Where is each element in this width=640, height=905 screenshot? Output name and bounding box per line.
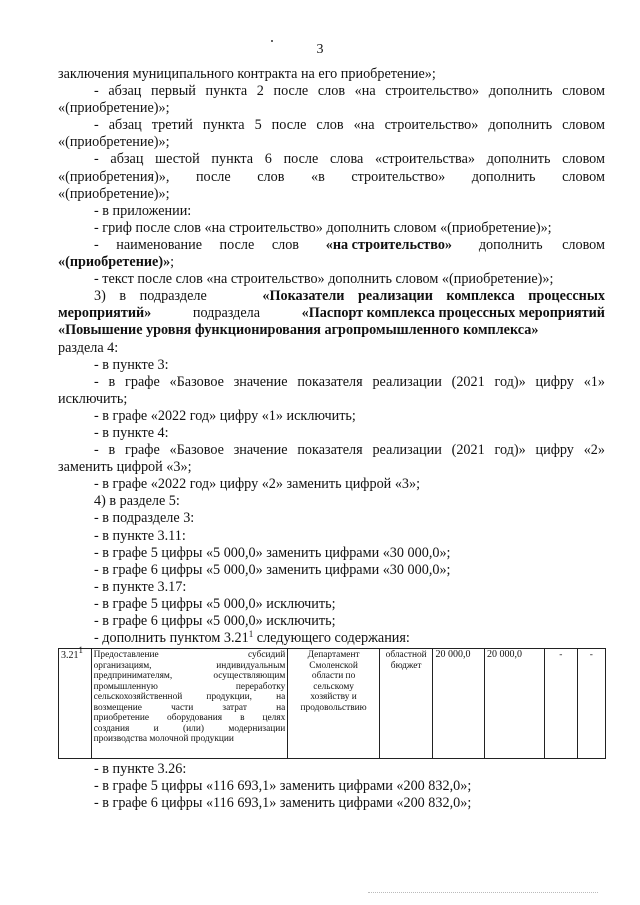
- cell-line: производства молочной продукции: [93, 734, 234, 745]
- cell-funding-source: [379, 649, 433, 759]
- text-line: - в графе «Базовое значение показателя реализации (2021 год)» цифру «2»: [94, 442, 605, 459]
- cell-column-8: -: [577, 649, 605, 759]
- bold-fragment: «на строительство»: [325, 236, 453, 253]
- cell-line: сельскому: [313, 681, 354, 692]
- text-line: - в графе 5 цифры «5 000,0» исключить;: [94, 595, 336, 612]
- cell-line: предпринимателям, осуществляющим: [93, 671, 286, 682]
- cell-line: продовольствию: [300, 702, 367, 713]
- superscript: 1: [248, 629, 254, 640]
- bold-fragment: «Паспорт комплекса процессных мероприятий: [301, 305, 605, 322]
- text-line: - абзац третий пункта 5 после слов «на строительство» дополнить словом: [94, 117, 605, 134]
- word: словом: [562, 168, 605, 185]
- text-line: «(приобретение)»;: [58, 185, 170, 202]
- text-line: - в приложении:: [94, 202, 192, 219]
- text-line: заменить цифрой «3»;: [58, 459, 192, 476]
- cell-line: создания и (или) модернизации: [93, 723, 286, 734]
- text-line: - абзац шестой пункта 6 после слова «строительства» дополнить словом: [94, 151, 605, 168]
- text-line: - в пункте 4:: [94, 424, 169, 441]
- text-line: заключения муниципального контракта на его приобретение»;: [58, 66, 436, 82]
- text-line: [58, 169, 605, 186]
- superscript: 1: [78, 645, 83, 656]
- cell-line: промышленную переработку: [93, 681, 286, 692]
- text-line: [58, 237, 605, 254]
- text-line: «(приобретение)»;: [58, 100, 170, 117]
- scan-artifact: [368, 892, 598, 895]
- text-line: «(приобретение)»;: [58, 134, 170, 151]
- bold-fragment: «(приобретение)»: [58, 254, 171, 271]
- text-line: - в графе 6 цифры «116 693,1» заменить цифрами «200 832,0»;: [94, 795, 472, 812]
- text-line: - в графе «2022 год» цифру «2» заменить цифрой «3»;: [94, 476, 421, 493]
- cell-line: областной: [385, 650, 427, 661]
- text-line: - в пункте 3.17:: [94, 578, 187, 595]
- text-fragment: - дополнить пунктом 3.21: [94, 630, 249, 647]
- text-fragment: подраздела: [192, 305, 261, 322]
- word: дополнить: [471, 168, 536, 185]
- bold-fragment: «Повышение уровня функционирования агропромышленного комплекса»: [58, 322, 539, 339]
- cell-line: сельскохозяйственной продукции, на: [93, 692, 286, 703]
- text-fragment: ;: [170, 254, 175, 271]
- cell-line: Департамент: [307, 650, 360, 661]
- bold-fragment: «Показатели реализации комплекса процессных: [262, 288, 605, 305]
- text-fragment: следующего содержания:: [253, 630, 410, 647]
- row-number: 3.21: [61, 650, 79, 662]
- word: после: [195, 168, 231, 185]
- document-body: [58, 66, 605, 812]
- text-line: - в пункте 3:: [94, 356, 169, 373]
- cell-department: [288, 649, 380, 759]
- cell-column-6: 20 000,0: [485, 649, 545, 759]
- text-fragment: 3) в подразделе: [94, 288, 207, 305]
- text-line: - в пункте 3.26:: [94, 761, 187, 778]
- cell-line: хозяйству и: [310, 692, 357, 703]
- text-line: 4) в разделе 5:: [94, 493, 180, 510]
- text-line: [58, 322, 605, 339]
- word: «(приобретения)»,: [58, 168, 170, 185]
- text-line: - в графе 6 цифры «5 000,0» исключить;: [94, 613, 336, 629]
- cell-line: области по: [311, 671, 356, 682]
- bold-fragment: мероприятий»: [58, 305, 152, 322]
- text-line: - гриф после слов «на строительство» дополнить словом «(приобретение)»;: [94, 219, 552, 236]
- cell-line: возмещение части затрат на: [93, 702, 286, 713]
- cell-line: бюджет: [390, 660, 422, 671]
- text-line: [58, 630, 605, 647]
- cell-number: [59, 645, 92, 759]
- text-fragment: дополнить словом: [478, 236, 605, 253]
- text-line: исключить;: [58, 390, 128, 407]
- word: слов: [257, 168, 285, 185]
- text-line: [58, 254, 605, 271]
- text-line: - в графе «Базовое значение показателя реализации (2021 год)» цифру «1»: [94, 373, 605, 390]
- cell-line: приобретение оборудования в целях: [93, 713, 286, 724]
- text-line: - в графе 5 цифры «116 693,1» заменить цифрами «200 832,0»;: [94, 778, 472, 795]
- text-line: - абзац первый пункта 2 после слов «на строительство» дополнить словом: [94, 83, 605, 100]
- text-line: [58, 288, 605, 305]
- cell-column-7: -: [544, 649, 577, 759]
- cell-description: [91, 649, 288, 759]
- table-row: [59, 649, 606, 759]
- word: «в: [311, 168, 325, 185]
- text-line: - в подразделе 3:: [94, 510, 195, 527]
- text-line: раздела 4:: [58, 339, 119, 356]
- text-line: - текст после слов «на строительство» дополнить словом «(приобретение)»;: [94, 271, 554, 288]
- inserted-row-table: [58, 645, 606, 759]
- cell-line: Предоставление субсидий: [93, 650, 286, 661]
- text-line: - в графе 6 цифры «5 000,0» заменить цифрами «30 000,0»;: [94, 561, 451, 578]
- text-line: - в графе «2022 год» цифру «1» исключить;: [94, 407, 356, 424]
- text-line: - в графе 5 цифры «5 000,0» заменить цифрами «30 000,0»;: [94, 544, 451, 561]
- text-line: - в пункте 3.11:: [94, 527, 186, 544]
- cell-line: организациям, индивидуальным: [93, 660, 286, 671]
- text-fragment: - наименование после слов: [94, 236, 299, 253]
- word: строительство»: [351, 168, 446, 185]
- cell-column-5: 20 000,0: [433, 649, 485, 759]
- cell-line: Смоленской: [309, 660, 358, 671]
- text-line: [58, 305, 605, 322]
- page-number: 3: [316, 42, 324, 57]
